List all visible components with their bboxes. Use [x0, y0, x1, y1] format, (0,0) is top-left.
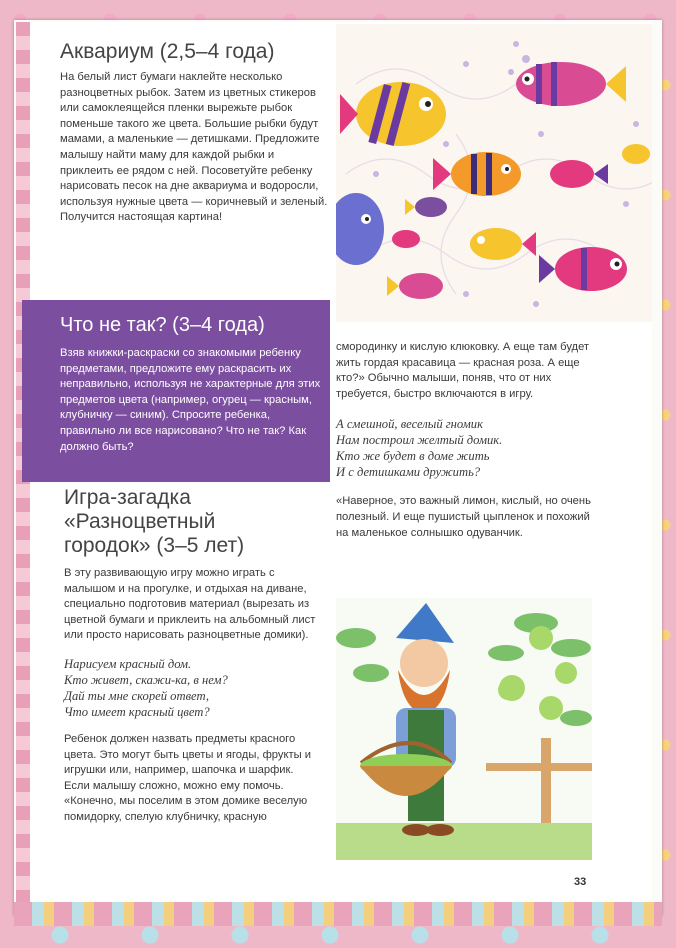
aquarium-section [60, 40, 330, 226]
riddle-poem-line: Нарисуем красный дом. [64, 656, 192, 671]
gnome-poem-line: А смешной, веселый гномик [336, 417, 483, 432]
riddle-game-title-line3: городок» (3–5 лет) [64, 534, 245, 557]
orange-fish [433, 152, 521, 196]
pink-fish [516, 62, 626, 106]
riddle-poem-line: Кто живет, скажи-ка, в нем? [64, 672, 228, 687]
yellow-fish [340, 82, 446, 146]
whats-wrong-section [22, 300, 330, 482]
riddle-game-title-line1: Игра-загадка [64, 486, 191, 509]
fish-pink-bottom-right [539, 247, 627, 291]
small-fish-bottom [387, 273, 443, 299]
small-fish-top-right [622, 144, 650, 164]
gnome-illustration-svg [336, 598, 592, 860]
gnome-poem-line: Кто же будет в доме жить [336, 449, 490, 464]
aquarium-title: Аквариум (2,5–4 года) [60, 40, 275, 63]
small-fish-purple [405, 197, 447, 217]
medium-fish-yellow [470, 228, 536, 260]
fish-illustration [336, 24, 652, 322]
blue-fish [336, 193, 384, 265]
riddle-game-explanation: Ребенок должен назвать предметы красного цвета. Это могут быть цветы и ягоды, фрукты и игрушки или, например, шапочка и шарфик. Если малышу сложно, можно ему помочь. «Конечно, мы поселим в этом домике веселую помидорку, спелую клубничку, красную [64, 732, 312, 823]
riddle-poem-line: Что имеет красный цвет? [64, 704, 210, 719]
page-number: 33 [574, 876, 587, 888]
riddle-poem [64, 656, 322, 720]
small-fish-pink [550, 160, 608, 188]
whats-wrong-title: Что не так? (3–4 года) [60, 314, 265, 336]
riddle-game-intro: В эту развивающую игру можно играть с малышом и на прогулке, и отдыхая на диване, специально подготовив материал (вырезать из цветной бумаги и приклеить на альбомный лист или просто нарисовать разноцветные домики). [64, 567, 316, 642]
gnome-poem-line: И с детишками дружить? [336, 465, 481, 480]
continued-text: смородинку и кислую клюковку. А еще там будет жить гордая красавица — красная роза. А еще кто?» Обычно малыши, поняв, что от них требуется, быстро включаются в игру. [336, 341, 590, 400]
fish-illustration-svg [336, 24, 652, 322]
gnome-poem-line: Нам построил желтый домик. [336, 433, 503, 448]
decorative-bottom-border [14, 902, 662, 926]
small-fish-left-mid [392, 230, 420, 248]
gnome-poem [336, 416, 602, 480]
riddle-game-title [64, 486, 322, 558]
riddle-poem-line: Дай ты мне скорей ответ, [64, 688, 210, 703]
whats-wrong-text: Взяв книжки-раскраски со знакомыми ребенку предметами, предложите ему раскрасить их неправильно, используя не характерные для этих предметов цвета (например, огурец — красным, клубничку — синим). Спросите ребенка, правильно ли все нарисовано? Что не так? Как должно быть? [60, 347, 321, 453]
right-column-text [336, 340, 602, 555]
gnome-illustration [336, 598, 592, 860]
apple-in-hand [498, 680, 518, 700]
aquarium-text: На белый лист бумаги наклейте несколько разноцветных рыбок. Затем из цветных стикеров или самоклеящейся пленки вырежьте рыбок поменьше такого же цвета. Большие рыбки будут мамами, а маленькие — детишками. Предложите малышу найти маму для каждой рыбки и приклеить ее рядом с ней. Посоветуйте ребенку нарисовать песок на дне аквариума и водоросли, используя нужные цвета — коричневый и зеленый. Получится настоящая картина! [60, 71, 328, 224]
final-text: «Наверное, это важный лимон, кислый, но очень полезный. И еще пушистый цыпленок и похожий на маленькое солнышко одуванчик. [336, 495, 591, 539]
riddle-game-section [64, 486, 322, 838]
riddle-game-title-line2: «Разноцветный [64, 510, 216, 533]
